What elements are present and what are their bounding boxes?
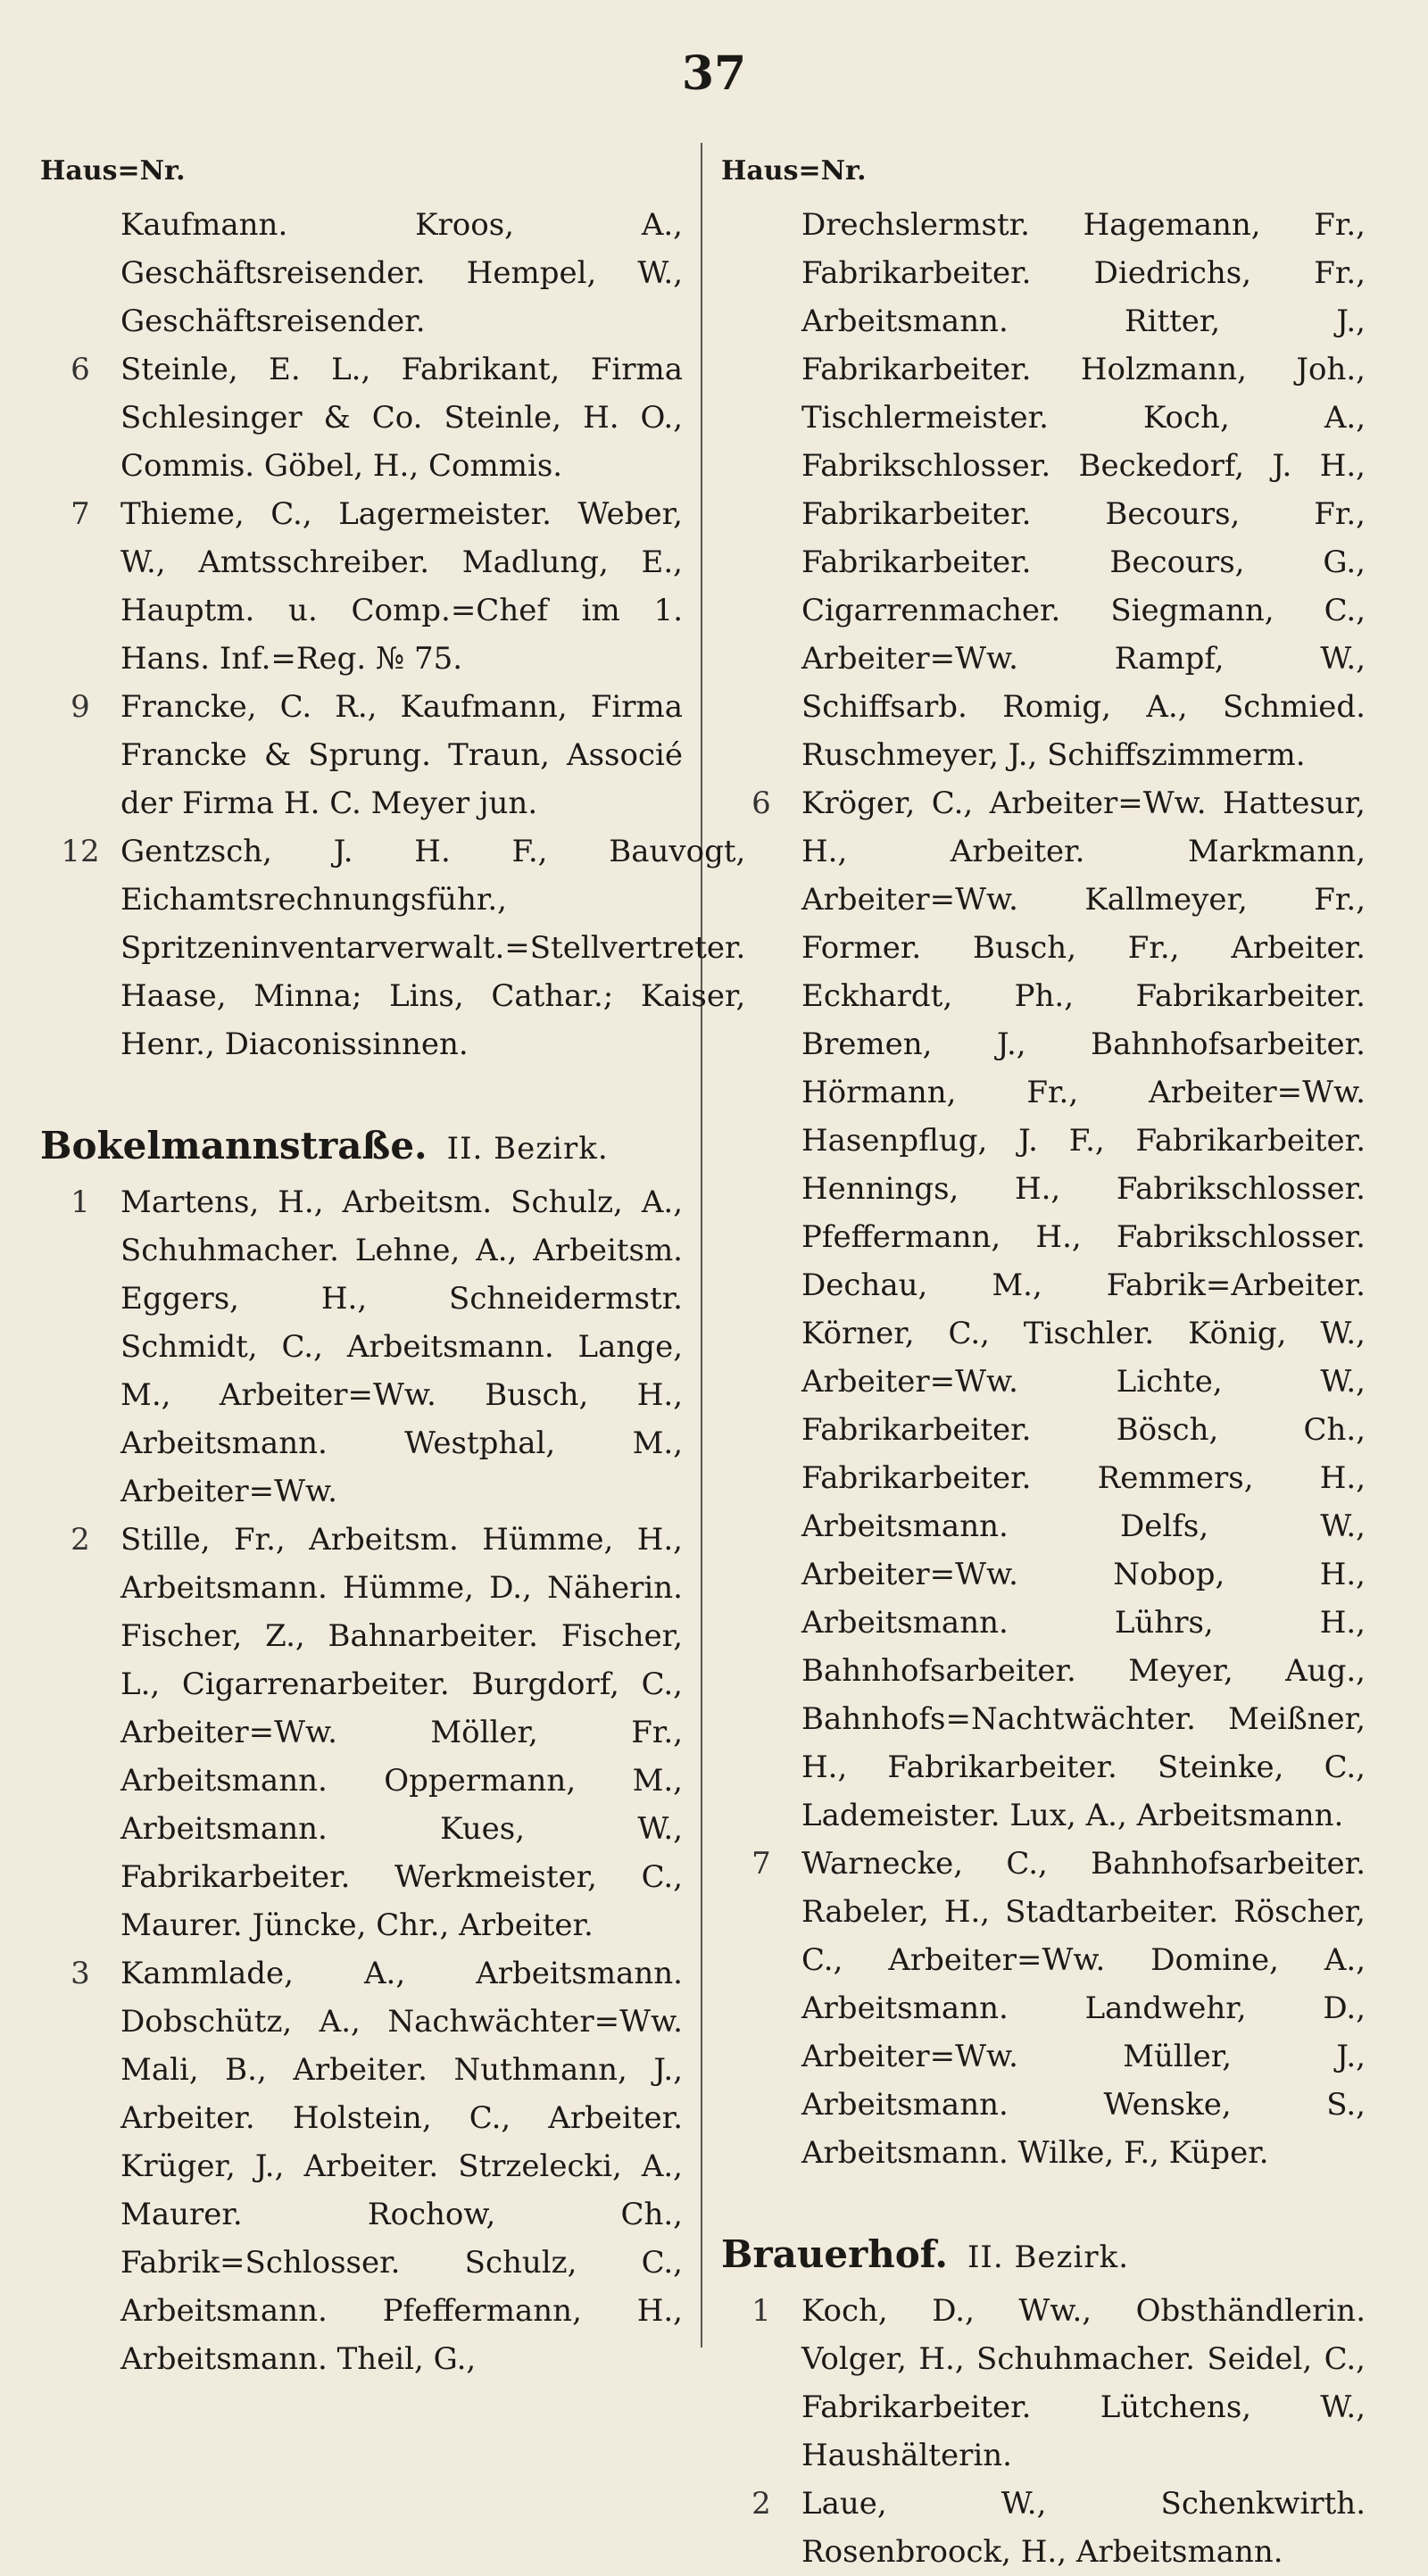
directory-entry	[40, 683, 683, 827]
directory-entry	[40, 1178, 683, 1516]
house-number: 6	[71, 352, 90, 387]
directory-entry	[721, 2287, 1366, 2480]
house-number: 2	[71, 1522, 90, 1558]
street-heading	[721, 2231, 1366, 2281]
street-name: Brauerhof.	[721, 2232, 948, 2276]
left-entries-top	[40, 201, 746, 1068]
entry-text: Warnecke, C., Bahnhofsarbeiter. Rabeler, H., Stadtarbeiter. Röscher, C., Arbeiter=Ww. Domine, A., Arbeitsmann. Landwehr, D., Arbeiter=Ww. Müller, J., Arbeitsmann. Wenske, S., Arbeitsmann. Wilke, F., Küper.	[801, 1846, 1366, 2171]
entry-text: Kammlade, A., Arbeitsmann. Dobschütz, A., Nachwächter=Ww. Mali, B., Arbeiter. Nuthmann, J., Arbeiter. Holstein, C., Arbeiter. Krüger, J., Arbeiter. Strzelecki, A., Maurer. Rochow, Ch., Fabrik=Schlosser. Schulz, C., Arbeitsmann. Pfeffermann, H., Arbeitsmann. Theil, G.,	[120, 1956, 683, 2377]
right-entries-top	[721, 201, 1366, 2177]
page-number: 37	[681, 46, 747, 101]
right-column	[721, 147, 1366, 2576]
left-column	[40, 147, 746, 2383]
house-number: 6	[751, 785, 771, 821]
house-number: 7	[71, 496, 90, 532]
house-number: 7	[751, 1846, 771, 1882]
directory-entry	[40, 201, 683, 345]
house-number: 12	[61, 834, 100, 869]
entry-text: Koch, D., Ww., Obsthändlerin. Volger, H., Schuhmacher. Seidel, C., Fabrikarbeiter. Lütchens, W., Haushälterin.	[801, 2293, 1366, 2473]
street-heading	[40, 1122, 683, 1173]
entry-text: Francke, C. R., Kaufmann, Firma Francke & Sprung. Traun, Associé der Firma H. C. Meyer jun.	[120, 689, 683, 821]
directory-entry	[721, 1840, 1366, 2177]
house-number: 9	[71, 689, 90, 725]
house-number-header: Haus=Nr.	[40, 155, 186, 187]
house-number	[721, 201, 801, 779]
house-number: 1	[71, 1184, 90, 1220]
column-divider	[701, 143, 702, 2347]
entry-text: Gentzsch, J. H. F., Bauvogt, Eichamtsrechnungsführ., Spritzeninventarverwalt.=Stellvertreter. Haase, Minna; Lins, Cathar.; Kaiser, Henr., Diaconissinnen.	[120, 834, 746, 1062]
directory-entry	[40, 345, 683, 490]
left-entries-street	[40, 1178, 683, 2383]
directory-entry	[40, 1516, 683, 1949]
house-number-header: Haus=Nr.	[721, 155, 867, 187]
directory-entry	[40, 827, 746, 1068]
directory-entry	[721, 201, 1366, 779]
right-entries-street	[721, 2287, 1366, 2576]
entry-text: Laue, W., Schenkwirth. Rosenbroock, H., Arbeitsmann.	[801, 2486, 1366, 2570]
directory-entry	[40, 490, 683, 683]
house-number: 3	[71, 1956, 90, 1991]
directory-entry	[721, 2480, 1366, 2576]
house-number	[40, 201, 120, 345]
district-label: II. Bezirk.	[446, 1131, 609, 1167]
entry-text: Martens, H., Arbeitsm. Schulz, A., Schuhmacher. Lehne, A., Arbeitsm. Eggers, H., Schneidermstr. Schmidt, C., Arbeitsmann. Lange, M., Arbeiter=Ww. Busch, H., Arbeitsmann. Westphal, M., Arbeiter=Ww.	[120, 1184, 683, 1509]
house-number: 2	[751, 2486, 771, 2522]
directory-entry	[721, 779, 1366, 1840]
entry-text: Kröger, C., Arbeiter=Ww. Hattesur, H., Arbeiter. Markmann, Arbeiter=Ww. Kallmeyer, Fr., Former. Busch, Fr., Arbeiter. Eckhardt, Ph., Fabrikarbeiter. Bremen, J., Bahnhofsarbeiter. Hörmann, Fr., Arbeiter=Ww. Hasenpflug, J. F., Fabrikarbeiter. Hennings, H., Fabrikschlosser. Pfeffermann, H., Fabrikschlosser. Dechau, M., Fabrik=Arbeiter. Körner, C., Tischler. König, W., Arbeiter=Ww. Lichte, W., Fabrikarbeiter. Bösch, Ch., Fabrikarbeiter. Remmers, H., Arbeitsmann. Delfs, W., Arbeiter=Ww. Nobop, H., Arbeitsmann. Lührs, H., Bahnhofsarbeiter. Meyer, Aug., Bahnhofs=Nachtwächter. Meißner, H., Fabrikarbeiter. Steinke, C., Lademeister. Lux, A., Arbeitsmann.	[801, 785, 1366, 1833]
entry-text: Drechslermstr. Hagemann, Fr., Fabrikarbeiter. Diedrichs, Fr., Arbeitsmann. Ritter, J., Fabrikarbeiter. Holzmann, Joh., Tischlermeister. Koch, A., Fabrikschlosser. Beckedorf, J. H., Fabrikarbeiter. Becours, Fr., Fabrikarbeiter. Becours, G., Cigarrenmacher. Siegmann, C., Arbeiter=Ww. Rampf, W., Schiffsarb. Romig, A., Schmied. Ruschmeyer, J., Schiffszimmerm.	[801, 207, 1366, 773]
entry-text: Steinle, E. L., Fabrikant, Firma Schlesinger & Co. Steinle, H. O., Commis. Göbel, H., Commis.	[120, 352, 683, 484]
entry-text: Stille, Fr., Arbeitsm. Hümme, H., Arbeitsmann. Hümme, D., Näherin. Fischer, Z., Bahnarbeiter. Fischer, L., Cigarrenarbeiter. Burgdorf, C., Arbeiter=Ww. Möller, Fr., Arbeitsmann. Oppermann, M., Arbeitsmann. Kues, W., Fabrikarbeiter. Werkmeister, C., Maurer. Jüncke, Chr., Arbeiter.	[120, 1522, 683, 1943]
entry-text: Kaufmann. Kroos, A., Geschäftsreisender. Hempel, W., Geschäftsreisender.	[120, 207, 683, 339]
house-number: 1	[751, 2293, 771, 2329]
district-label: II. Bezirk.	[967, 2239, 1130, 2275]
directory-entry	[40, 1949, 683, 2383]
entry-text: Thieme, C., Lagermeister. Weber, W., Amtsschreiber. Madlung, E., Hauptm. u. Comp.=Chef im 1. Hans. Inf.=Reg. № 75.	[120, 496, 683, 677]
street-name: Bokelmannstraße.	[40, 1124, 428, 1168]
